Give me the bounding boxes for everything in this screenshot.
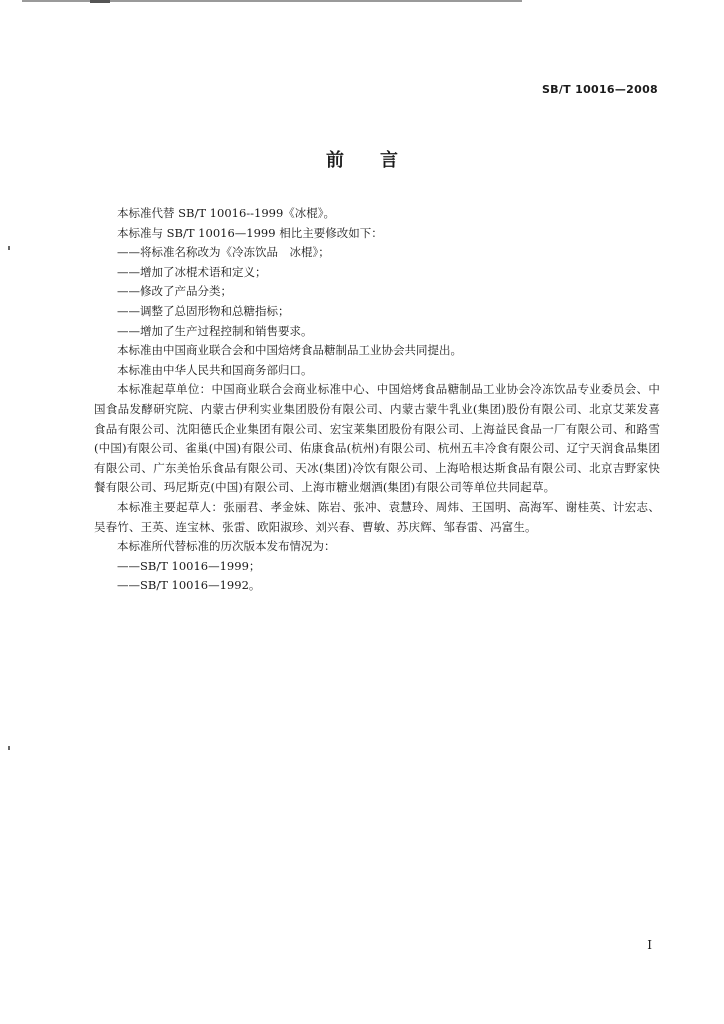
scan-margin-mark xyxy=(8,746,10,750)
paragraph-history-intro: 本标准所代替标准的历次版本发布情况为： xyxy=(117,539,336,554)
paragraph-proposed-by: 本标准由中国商业联合会和中国焙烤食品糖制品工业协会共同提出。 xyxy=(117,343,462,358)
section-title: 前言 xyxy=(326,150,434,171)
scan-margin-mark xyxy=(8,246,10,250)
page-number: I xyxy=(647,938,652,952)
paragraph-replaces: 本标准代替 SB/T 10016--1999《冰棍》。 xyxy=(117,206,336,220)
paragraph-drafters: 本标准主要起草人：张丽君、孝金妹、陈岩、张冲、袁慧玲、周炜、王国明、高海军、谢桂英、计宏志、吴春竹、王英、连宝林、张雷、欧阳淑珍、刘兴春、曹敏、苏庆辉、邹春雷、冯富生。 xyxy=(94,499,660,534)
change-item-title: ——将标准名称改为《冷冻饮品 冰棍》； xyxy=(117,245,330,260)
change-item-definitions: ——增加了冰棍术语和定义； xyxy=(117,264,267,279)
paragraph-drafting-units: 本标准起草单位：中国商业联合会商业标准中心、中国焙烤食品糖制品工业协会冷冻饮品专业委员会、中国食品发酵研究院、内蒙古伊利实业集团股份有限公司、内蒙古蒙牛乳业(集团)股份有限公司、北京艾莱发喜食品有限公司、沈阳德氏企业集团有限公司、宏宝莱集团股份有限公司、上海益民食品一厂有限公司、和路雪(中国)有限公司、雀巢(中国)有限公司、佑康食品(杭州)有限公司、杭州五丰冷食有限公司、辽宁天润食品集团有限公司、广东美怡乐食品有限公司、天冰(集团)冷饮有限公司、上海哈根达斯食品有限公司、北京吉野家快餐有限公司、玛尼斯克(中国)有限公司、上海市糖业烟酒(集团)有限公司等单位共同起草。 xyxy=(94,382,660,495)
top-edge-mark xyxy=(90,0,110,3)
paragraph-administered-by: 本标准由中华人民共和国商务部归口。 xyxy=(117,362,313,377)
body-text xyxy=(94,204,660,596)
history-item-1999: ——SB/T 10016—1999； xyxy=(117,558,261,573)
change-item-indicators: ——调整了总固形物和总糖指标； xyxy=(117,303,290,318)
change-item-classification: ——修改了产品分类； xyxy=(117,284,232,299)
paragraph-changes-intro: 本标准与 SB/T 10016—1999 相比主要修改如下： xyxy=(117,225,383,240)
standard-code: SB/T 10016—2008 xyxy=(541,83,658,96)
change-item-requirements: ——增加了生产过程控制和销售要求。 xyxy=(117,323,313,338)
history-item-1992: ——SB/T 10016—1992。 xyxy=(117,578,261,593)
